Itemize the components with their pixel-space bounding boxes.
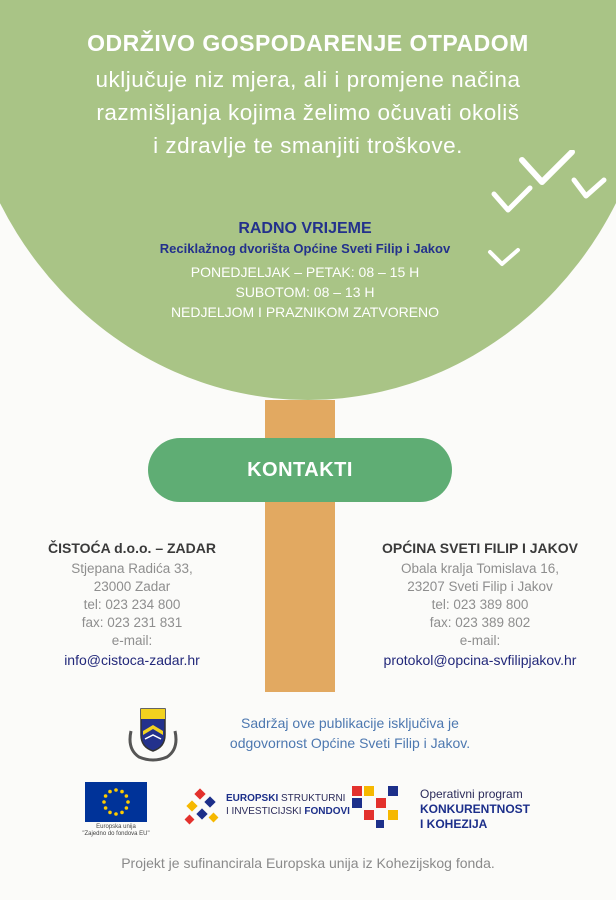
disclaimer-line: odgovornost Općine Sveti Filip i Jakov. xyxy=(229,735,471,751)
working-hours-title: RADNO VRIJEME xyxy=(238,220,372,237)
esi-funds-rest: STRUKTURNI xyxy=(278,793,346,804)
op-line: Operativni program xyxy=(420,787,523,801)
contact-org: ČISTOĆA d.o.o. – ZADAR xyxy=(48,540,216,556)
contact-city: 23207 Sveti Filip i Jakov xyxy=(407,579,553,594)
contact-email-link[interactable]: protokol@opcina-svfilipjakov.hr xyxy=(383,652,577,668)
eu-flag-icon xyxy=(85,782,147,822)
esi-funds-logo-icon xyxy=(182,788,224,830)
contact-address: Stjepana Radića 33, xyxy=(71,561,193,576)
kontakti-banner: KONTAKTI xyxy=(148,438,452,502)
contact-email-label: e-mail: xyxy=(111,633,153,648)
disclaimer xyxy=(190,713,510,753)
contact-tel: tel: 023 234 800 xyxy=(83,597,181,612)
esi-funds-bold: FONDOVI xyxy=(304,806,350,817)
headline-line: i zdravlje te smanjiti troškove. xyxy=(153,133,463,158)
headline-line: uključuje niz mjera, ali i promjene načina xyxy=(95,67,521,92)
contact-email-label: e-mail: xyxy=(459,633,501,648)
op-line-bold: I KOHEZIJA xyxy=(420,817,488,831)
op-line-bold: KONKURENTNOST xyxy=(420,802,530,816)
contact-cistoca xyxy=(22,540,242,670)
headline-title: ODRŽIVO GOSPODARENJE OTPADOM xyxy=(87,30,529,56)
contact-email-link[interactable]: info@cistoca-zadar.hr xyxy=(64,652,200,668)
coat-of-arms-icon xyxy=(127,705,179,763)
disclaimer-line: Sadržaj ove publikacije isključiva je xyxy=(241,715,459,731)
esi-funds-bold: EUROPSKI xyxy=(226,793,279,804)
eu-caption xyxy=(70,824,162,838)
eu-caption-line: Europska unija xyxy=(96,824,136,830)
working-hours-subtitle: Reciklažnog dvorišta Općine Sveti Filip i Jakov xyxy=(159,241,451,256)
contact-city: 23000 Zadar xyxy=(93,579,171,594)
contact-fax: fax: 023 231 831 xyxy=(81,615,183,630)
contact-opcina xyxy=(360,540,600,670)
contact-fax: fax: 023 389 802 xyxy=(429,615,531,630)
contact-tel: tel: 023 389 800 xyxy=(431,597,529,612)
working-hours-row: SUBOTOM: 08 – 13 H xyxy=(235,284,375,300)
logos-bar xyxy=(0,780,616,840)
op-text xyxy=(420,787,530,832)
working-hours xyxy=(70,220,540,322)
eu-caption-line: "Zajedno do fondova EU" xyxy=(82,831,150,837)
op-logo-icon xyxy=(352,786,400,830)
headline xyxy=(0,30,616,162)
working-hours-row: PONEDJELJAK – PETAK: 08 – 15 H xyxy=(190,264,420,280)
contact-org: OPĆINA SVETI FILIP I JAKOV xyxy=(381,540,579,556)
funding-note: Projekt je sufinancirala Europska unija iz Kohezijskog fonda. xyxy=(121,855,495,871)
esi-funds-text xyxy=(226,792,350,818)
headline-line: razmišljanja kojima želimo očuvati okoliš xyxy=(96,100,520,125)
working-hours-row: NEDJELJOM I PRAZNIKOM ZATVORENO xyxy=(170,304,440,320)
contact-address: Obala kralja Tomislava 16, xyxy=(400,561,560,576)
esi-funds-rest: I INVESTICIJSKI xyxy=(226,806,305,817)
